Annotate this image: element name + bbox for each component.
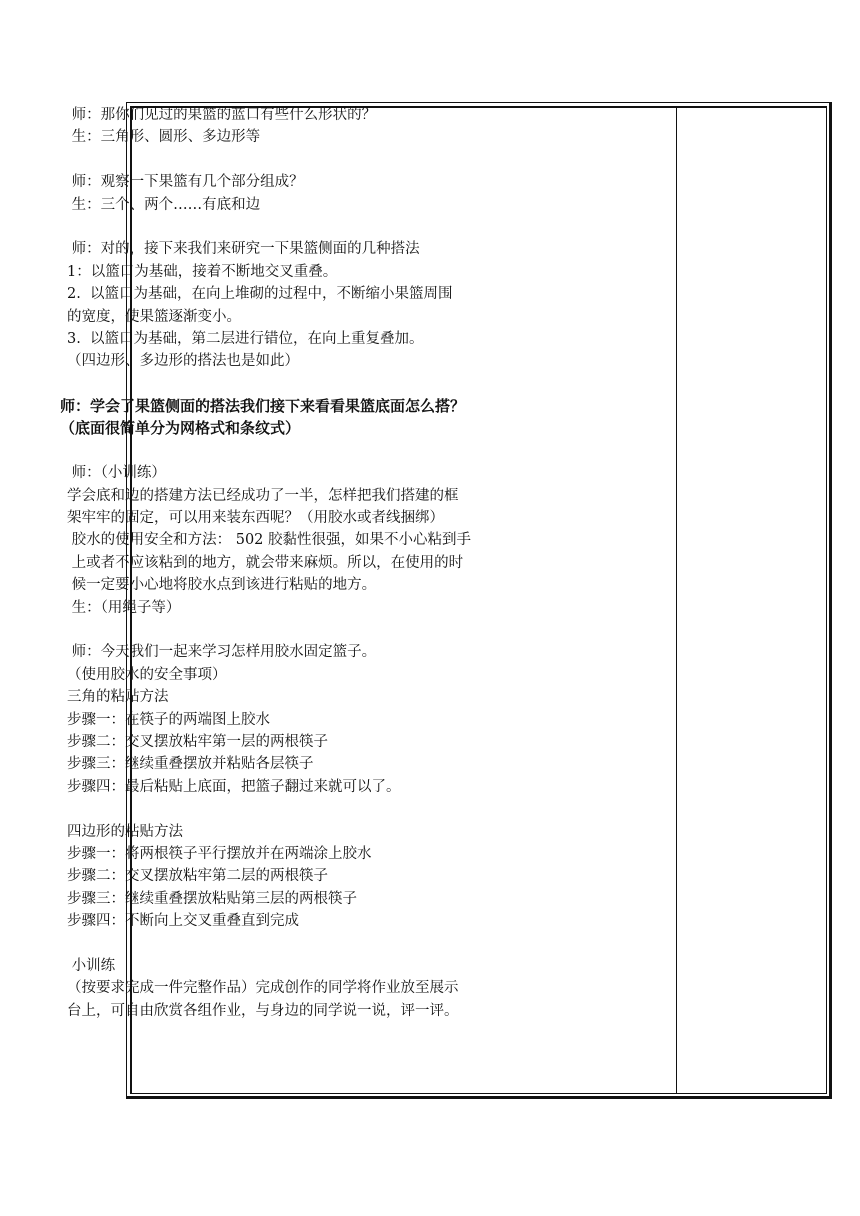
step-line: 步骤一：将两根筷子平行摆放并在两端涂上胶水 [67, 845, 372, 862]
spacer [67, 932, 537, 954]
dialogue-line: 师：今天我们一起来学习怎样用胶水固定篮子。 [67, 644, 377, 661]
method-line: 1：以篮口为基础，接着不断地交叉重叠。 [67, 263, 338, 280]
method-line: 3. 以篮口为基础，第二层进行错位，在向上重复叠加。 [67, 330, 424, 347]
spacer [67, 798, 537, 820]
paragraph-line: 候一定要小心地将胶水点到该进行粘贴的地方。 [67, 577, 377, 594]
spacer [67, 149, 537, 171]
dialogue-line: 师：那你们见过的果篮的蓝口有些什么形状的？ [67, 107, 377, 123]
step-line: 步骤四：不断向上交叉重叠直到完成 [67, 913, 299, 930]
dialogue-line: 生：三个、两个……有底和边 [67, 196, 261, 213]
step-line: 步骤一：在筷子的两端图上胶水 [67, 711, 270, 728]
method-line: 2. 以篮口为基础，在向上堆砌的过程中，不断缩小果篮周围 [67, 286, 453, 303]
bold-note-line: （底面很简单分为网格式和条纹式） [60, 419, 301, 438]
column-divider [676, 108, 677, 1093]
step-line: 步骤二：交叉摆放粘牢第一层的两根筷子 [67, 733, 328, 750]
dialogue-line: 师：对的，接下来我们来研究一下果篮侧面的几种搭法 [67, 241, 420, 258]
paragraph-line: 上或者不应该粘到的地方，就会带来麻烦。所以，在使用的时 [67, 554, 464, 571]
paragraph-line: 胶水的使用安全和方法： 502 胶黏性很强，如果不小心粘到手 [67, 532, 472, 549]
note-line: （使用胶水的安全事项） [67, 666, 227, 683]
dialogue-line: 师：（小训练） [67, 465, 166, 482]
dialogue-line: 师：观察一下果篮有几个部分组成？ [67, 174, 304, 191]
paragraph-line: 架牢牢的固定，可以用来装东西呢？（用胶水或者线捆绑） [67, 510, 444, 527]
dialogue-line: 生：（用绳子等） [67, 599, 181, 616]
paragraph-line: （按要求完成一件完整作品）完成创作的同学将作业放至展示 [67, 980, 459, 997]
step-line: 步骤三：继续重叠摆放粘贴第三层的两根筷子 [67, 890, 357, 907]
spacer [67, 216, 537, 238]
paragraph-line: 台上，可自由欣赏各组作业，与身边的同学说一说，评一评。 [67, 1002, 459, 1019]
spacer [67, 440, 537, 462]
step-line: 步骤三：继续重叠摆放并粘贴各层筷子 [67, 756, 314, 773]
bold-question-line: 师：学会了果篮侧面的搭法我们接下来看看果篮底面怎么搭？ [60, 397, 466, 416]
note-line: （四边形、多边形的搭法也是如此） [67, 353, 299, 370]
lesson-content [60, 104, 537, 1022]
section-heading: 三角的粘贴方法 [67, 689, 169, 706]
section-heading: 四边形的粘贴方法 [67, 823, 183, 840]
paragraph-line: 学会底和边的搭建方法已经成功了一半，怎样把我们搭建的框 [67, 487, 459, 504]
section-heading: 小训练 [67, 957, 116, 974]
dialogue-line: 生：三角形、圆形、多边形等 [67, 129, 261, 146]
spacer [67, 373, 537, 395]
step-line: 步骤四：最后粘贴上底面，把篮子翻过来就可以了。 [67, 778, 401, 795]
method-line: 的宽度，使果篮逐渐变小。 [67, 308, 241, 325]
spacer [67, 619, 537, 641]
step-line: 步骤二：交叉摆放粘牢第二层的两根筷子 [67, 868, 328, 885]
